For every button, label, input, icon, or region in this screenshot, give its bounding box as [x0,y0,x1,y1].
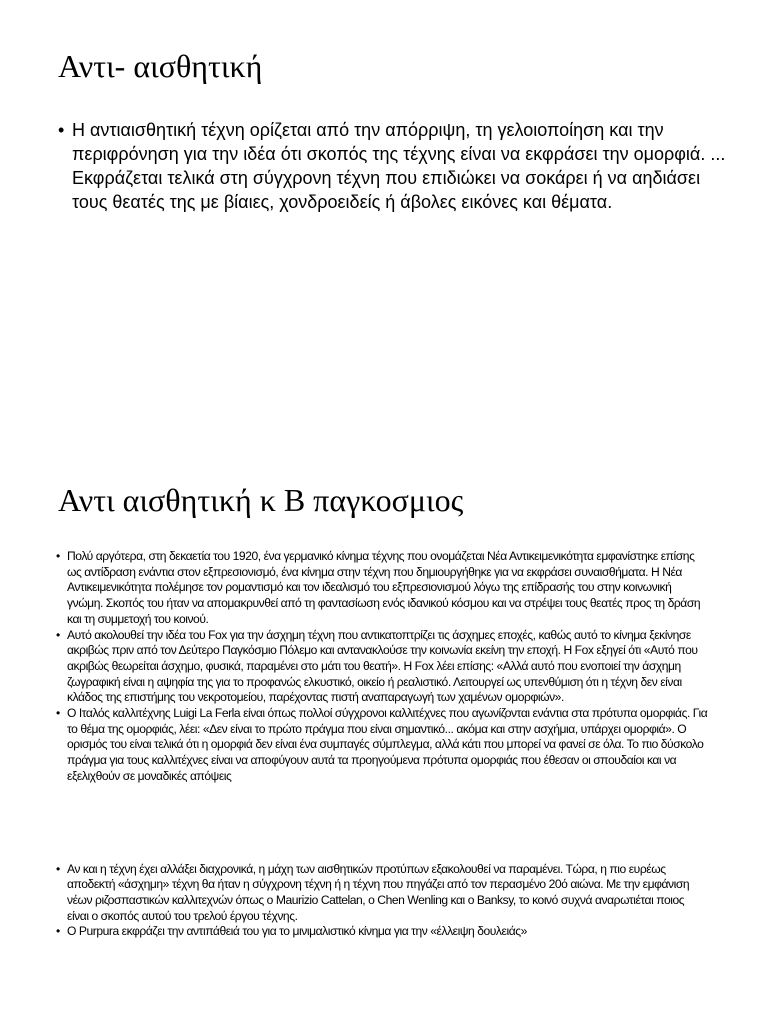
bullet-text: Ο Ιταλός καλλιτέχνης Luigi La Ferla είναι όπως πολλοί σύγχρονοι καλλιτέχνες που αγωνίζονται ενάντια στα πρότυπα ομορφιάς. Για το θέμα της ομορφιάς, λέει: «Δεν είναι το πρώτο πράγμα που είναι σημαντικό... ακόμα και στην ασχήμια, υπάρχει ομορφιά». Ο ορισμός του είναι τελικά ότι η ομορφιά δεν είναι ένα συμπαγές σύμπλεγμα, αλλά κάτι που μπορεί να φανεί σε όλα. Το πιο δύσκολο πράγμα για τους καλλιτέχνες είναι να αποφύγουν αυτά τα προηγούμενα πρότυπα ομορφιάς που έθεσαν οι σπουδαίοι και να εξελιχθούν σε μοναδικές απόψεις [67,706,708,783]
bullet-item [56,862,708,925]
bullet-text: Αυτό ακολουθεί την ιδέα του Fox για την άσχημη τέχνη που αντικατοπτρίζει τις άσχημες εποχές, καθώς αυτό το κίνημα ξεκίνησε ακριβώς πριν από τον Δεύτερο Παγκόσμιο Πόλεμο και αντανακλούσε την κοινωνία εκείνη την εποχή. Η Fox εξηγεί ότι «Αυτό που ακριβώς θεωρείται άσχημο, φυσικά, παραμένει στο μάτι του θεατή». Η Fox λέει επίσης: «Αλλά αυτό που ενοποιεί την άσχημη ζωγραφική είναι η αψηφία της για το προφανώς ελκυστικό, οικείο ή ρεαλιστικό. Λειτουργεί ως υπενθύμιση ότι η τέχνη δεν είναι κλάδος της επιστήμης του νεκροτομείου, παρέχοντας πιστή αναπαραγωγή των χαμένων ομορφιών». [67,627,698,705]
slide-1-title: Αντι- αισθητική [58,48,263,84]
bullet-item [56,924,708,940]
slide-1 [0,0,768,420]
bullet-item [56,706,708,785]
slide-2-title: Αντι αισθητική κ Β παγκοσμιος [58,482,464,518]
bullet-dot-icon: • [58,120,65,140]
bullet-text: Ο Purpura εκφράζει την αντιπάθειά του για το μινιμαλιστικό κίνημα για την «έλλειψη δουλειάς» [67,924,527,939]
bullet-text: Αν και η τέχνη έχει αλλάξει διαχρονικά, η μάχη των αισθητικών προτύπων εξακολουθεί να παραμένει. Τώρα, η πιο ευρέως αποδεκτή «άσχημη» τέχνη θα ήταν η σύγχρονη τέχνη ή η τέχνη που πηγάζει από τον περασμένο 20ό αιώνα. Με την εμφάνιση νέων ριζοσπαστικών καλλιτεχνών όπως ο Maurizio Cattelan, ο Chen Wenling και ο Banksy, το κοινό συχνά αναρωτιέται ποιος είναι ο σκοπός αυτού του τρελού έργου τέχνης. [67,861,690,923]
bullet-text: Η αντιαισθητική τέχνη ορίζεται από την απόρριψη, τη γελοιοποίηση και την περιφρόνηση για την ιδέα ότι σκοπός της τέχνης είναι να εκφράσει την ομορφιά. ... Εκφράζεται τελικά στη σύγχρονη τέχνη που επιδιώκει να σοκάρει ή να αηδιάσει τους θεατές της με βίαιες, χονδροειδείς ή άβολες εικόνες και θέματα. [72,120,726,212]
slide-1-bullet-list [58,118,728,214]
bullet-item [58,118,728,214]
bullet-item [56,628,708,707]
bullet-text: Πολύ αργότερα, στη δεκαετία του 1920, ένα γερμανικό κίνημα τέχνης που ονομάζεται Νέα Αντικειμενικότητα εμφανίστηκε επίσης ως αντίδραση ενάντια στον εξπρεσιονισμό, ένα κίνημα στην τέχνη που δημιουργήθηκε για να εκφράσει συναισθήματα. Η Νέα Αντικειμενικότητα πολέμησε τον ρομαντισμό και τον ιδεαλισμό του εξπρεσιονισμού λόγω της επίδρασής του στην κοινωνική γνώμη. Σκοπός του ήταν να απομακρυνθεί από τη φαντασίωση ενός ιδανικού κόσμου και να στρέψει τους θεατές προς τη δράση και τη συμμετοχή του κοινού. [67,549,701,626]
bullet-item [56,549,708,628]
bullet-dot-icon: • [56,627,60,642]
bullet-dot-icon: • [56,924,60,939]
slide-2 [0,460,768,1024]
bullet-dot-icon: • [56,861,60,876]
bullet-dot-icon: • [56,706,60,721]
slide-2-bullet-list [56,549,708,940]
bullet-dot-icon: • [56,549,60,563]
